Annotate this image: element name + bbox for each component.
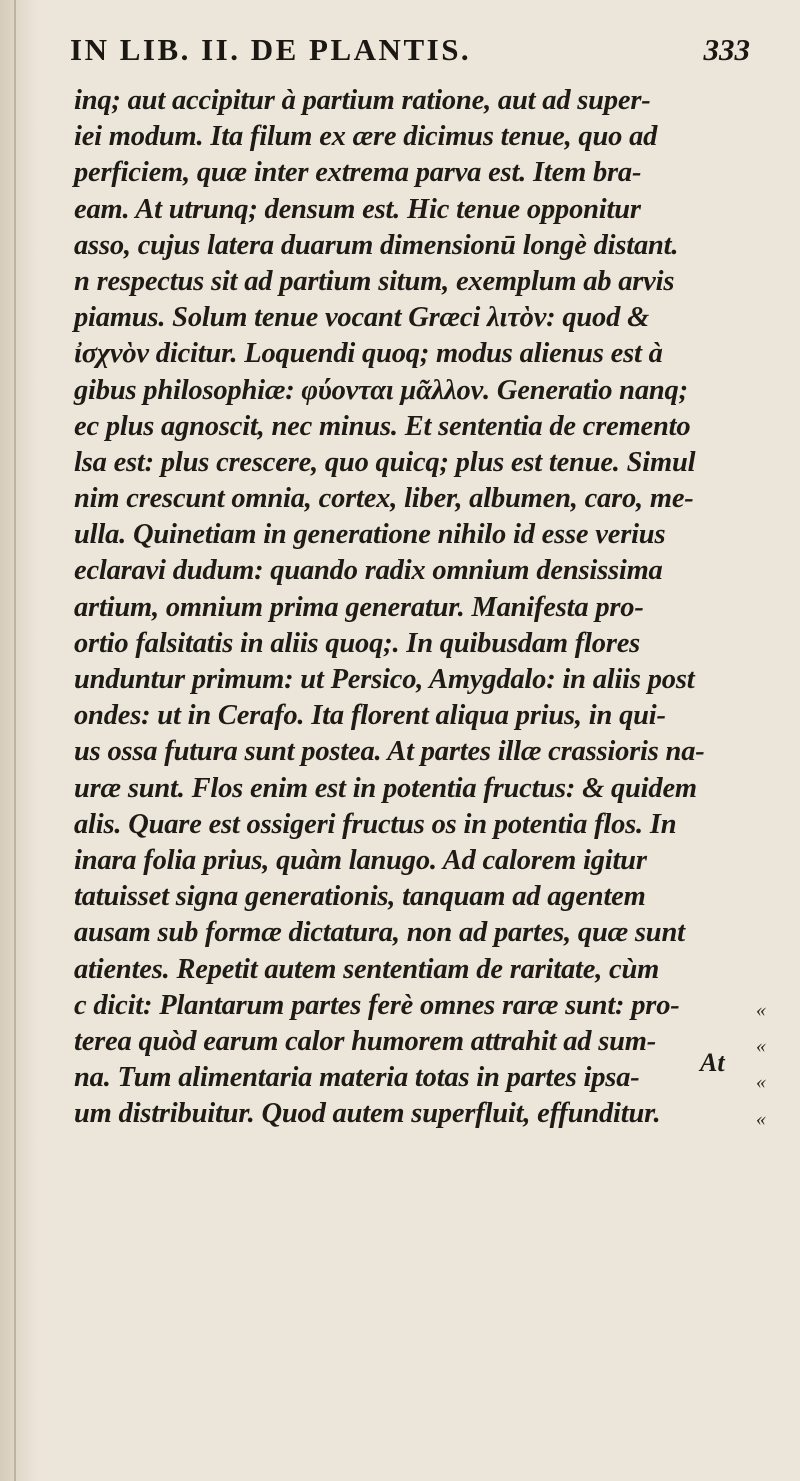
text-line: unduntur primum: ut Persico, Amygdalo: in aliis post [74,664,695,695]
text-line: eam. At utrunq; densum est. Hic tenue opponitur [74,193,641,225]
text-line: eclaravi dudum: quando radix omnium densissima [74,555,663,587]
text-line: inq; aut accipitur à partium ratione, aut ad super- [74,85,651,116]
text-line: piamus. Solum tenue vocant Græci λιτὸν: quod & [74,302,650,334]
text-line: c dicit: Plantarum partes ferè omnes raræ sunt: pro- [74,989,680,1021]
text-line: ausam sub formæ dictatura, non ad partes, quæ sunt [74,917,685,949]
text-line: perficiem, quæ inter extrema parva est. Item bra- [74,157,642,189]
text-line: terea quòd earum calor humorem attrahit ad sum- [74,1025,657,1057]
text-line: iei modum. Ita filum ex ære dicimus tenue, quo ad [74,121,658,153]
text-line: ec plus agnoscit, nec minus. Et sententia de cremento [74,410,691,442]
catchword: At [700,1048,725,1077]
margin-quote-marks [756,992,796,1137]
text-line: tatuisset signa generationis, tanquam ad agentem [74,881,646,913]
text-line: atientes. Repetit autem sententiam de raritate, cùm [74,953,660,985]
text-line: gibus philosophiæ: φύονται μᾶλλον. Generatio nanq; [74,374,688,406]
text-line: uræ sunt. Flos enim est in potentia fructus: & quidem [74,772,697,804]
text-line: alis. Quare est ossigeri fructus os in potentia flos. In [74,808,677,840]
binding-edge [14,0,16,1481]
text-line: ortio falsitatis in aliis quoq;. In quibusdam flores [74,627,641,659]
text-line: ulla. Quinetiam in generatione nihilo id esse verius [74,519,666,551]
binding-gutter [0,0,38,1481]
running-title: IN LIB. II. DE PLANTIS. [70,32,472,67]
page-number: 333 [703,32,750,67]
text-line: n respectus sit ad partium situm, exemplum ab arvis [74,265,675,297]
quote-mark: « [756,1107,766,1130]
text-line: na. Tum alimentaria materia totas in partes ipsa- [74,1062,640,1094]
text-line: asso, cujus latera duarum dimensionū longè distant. [74,229,679,261]
text-line: ondes: ut in Cerafo. Ita florent aliqua prius, in qui- [74,700,666,732]
text-line: ἰσχνὸν dicitur. Loquendi quoq; modus alienus est à [74,338,663,370]
text-line: nim crescunt omnia, cortex, liber, albumen, caro, me- [74,483,694,515]
quote-mark: « [756,1071,766,1094]
text-line: inara folia prius, quàm lanugo. Ad calorem igitur [74,844,647,876]
text-line: us ossa futura sunt postea. At partes illæ crassioris na- [74,736,705,768]
text-line: artium, omnium prima generatur. Manifesta pro- [74,591,644,623]
running-header [70,32,750,72]
text-body [74,83,774,1132]
text-line: lsa est: plus crescere, quo quicq; plus est tenue. Simul [74,446,696,478]
quote-mark: « [756,1035,766,1058]
text-line: um distribuitur. Quod autem superfluit, effunditur. [74,1098,661,1130]
quote-mark: « [756,999,766,1021]
